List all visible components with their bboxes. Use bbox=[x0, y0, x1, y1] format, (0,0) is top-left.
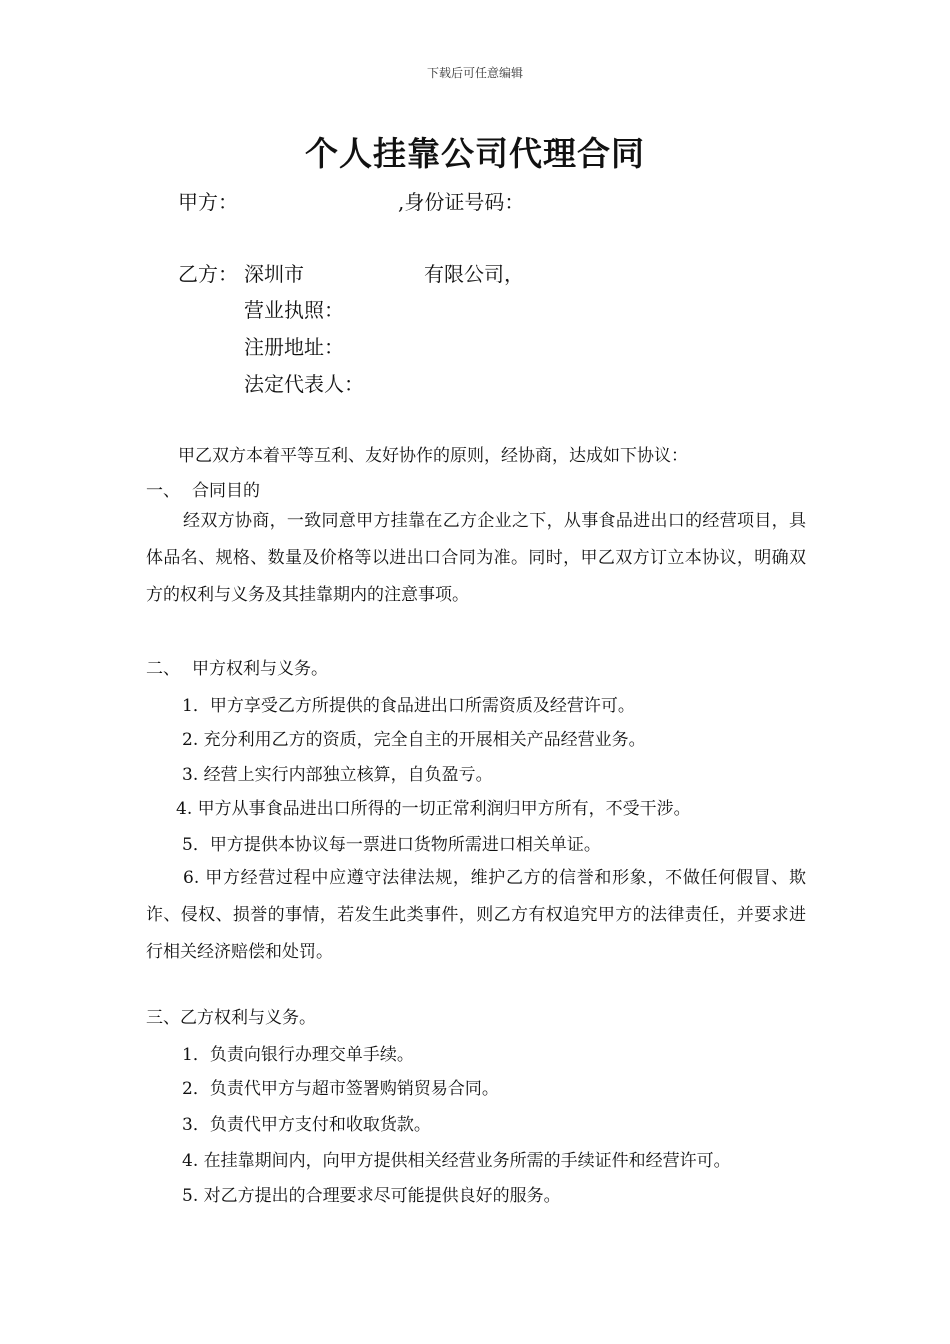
section-2-item: 3. 经营上实行内部独立核算，自负盈亏。 bbox=[182, 765, 493, 785]
section-2-item-6: 6. 甲方经营过程中应遵守法律法规，维护乙方的信誉和形象，不做任何假冒、欺诈、侵权、损誉的事情，若发生此类事件，则乙方有权追究甲方的法律责任，并要求进行相关经济赔偿和处罚。 bbox=[146, 868, 806, 962]
party-b-address-label: 注册地址： bbox=[244, 335, 344, 359]
party-a-label: 甲方： bbox=[178, 190, 238, 214]
document-title: 个人挂靠公司代理合同 bbox=[305, 134, 645, 173]
section-3-item: 5. 对乙方提出的合理要求尽可能提供良好的服务。 bbox=[182, 1186, 561, 1206]
section-3-item: 4. 在挂靠期间内，向甲方提供相关经营业务所需的手续证件和经营许可。 bbox=[182, 1151, 731, 1171]
party-b-label: 乙方： bbox=[178, 262, 238, 286]
section-2-item: 2. 充分利用乙方的资质，完全自主的开展相关产品经营业务。 bbox=[182, 730, 646, 750]
section-3-heading: 三、乙方权利与义务。 bbox=[146, 1008, 316, 1028]
section-1-paragraph: 经双方协商，一致同意甲方挂靠在乙方企业之下，从事食品进出口的经营项目，具体品名、规格、数量及价格等以进出口合同为准。同时，甲乙双方订立本协议，明确双方的权利与义务及其挂靠期内的注意事项。 bbox=[146, 511, 806, 605]
section-2-item: 4. 甲方从事食品进出口所得的一切正常利润归甲方所有，不受干涉。 bbox=[176, 799, 691, 819]
intro-text: 甲乙双方本着平等互利、友好协作的原则，经协商，达成如下协议： bbox=[178, 446, 688, 466]
section-1-number: 一、 bbox=[146, 481, 180, 501]
section-3-item: 3．负责代甲方支付和收取货款。 bbox=[182, 1115, 431, 1135]
header-note: 下载后可任意编辑 bbox=[426, 66, 523, 80]
party-b-legal-rep-label: 法定代表人： bbox=[244, 372, 364, 396]
party-b-company-prefix: 深圳市 bbox=[244, 262, 304, 286]
party-a-id-label: ,身份证号码： bbox=[398, 190, 525, 214]
party-b-license-label: 营业执照： bbox=[244, 298, 344, 322]
section-3-item: 2．负责代甲方与超市签署购销贸易合同。 bbox=[182, 1079, 499, 1099]
party-b-company-suffix: 有限公司， bbox=[424, 262, 524, 286]
section-1-heading: 合同目的 bbox=[192, 481, 260, 501]
section-2-number: 二、 bbox=[146, 659, 180, 679]
section-2-item: 1．甲方享受乙方所提供的食品进出口所需资质及经营许可。 bbox=[182, 696, 635, 716]
section-2-item: 5．甲方提供本协议每一票进口货物所需进口相关单证。 bbox=[182, 835, 601, 855]
section-2-heading: 甲方权利与义务。 bbox=[192, 659, 328, 679]
section-3-item: 1．负责向银行办理交单手续。 bbox=[182, 1045, 414, 1065]
